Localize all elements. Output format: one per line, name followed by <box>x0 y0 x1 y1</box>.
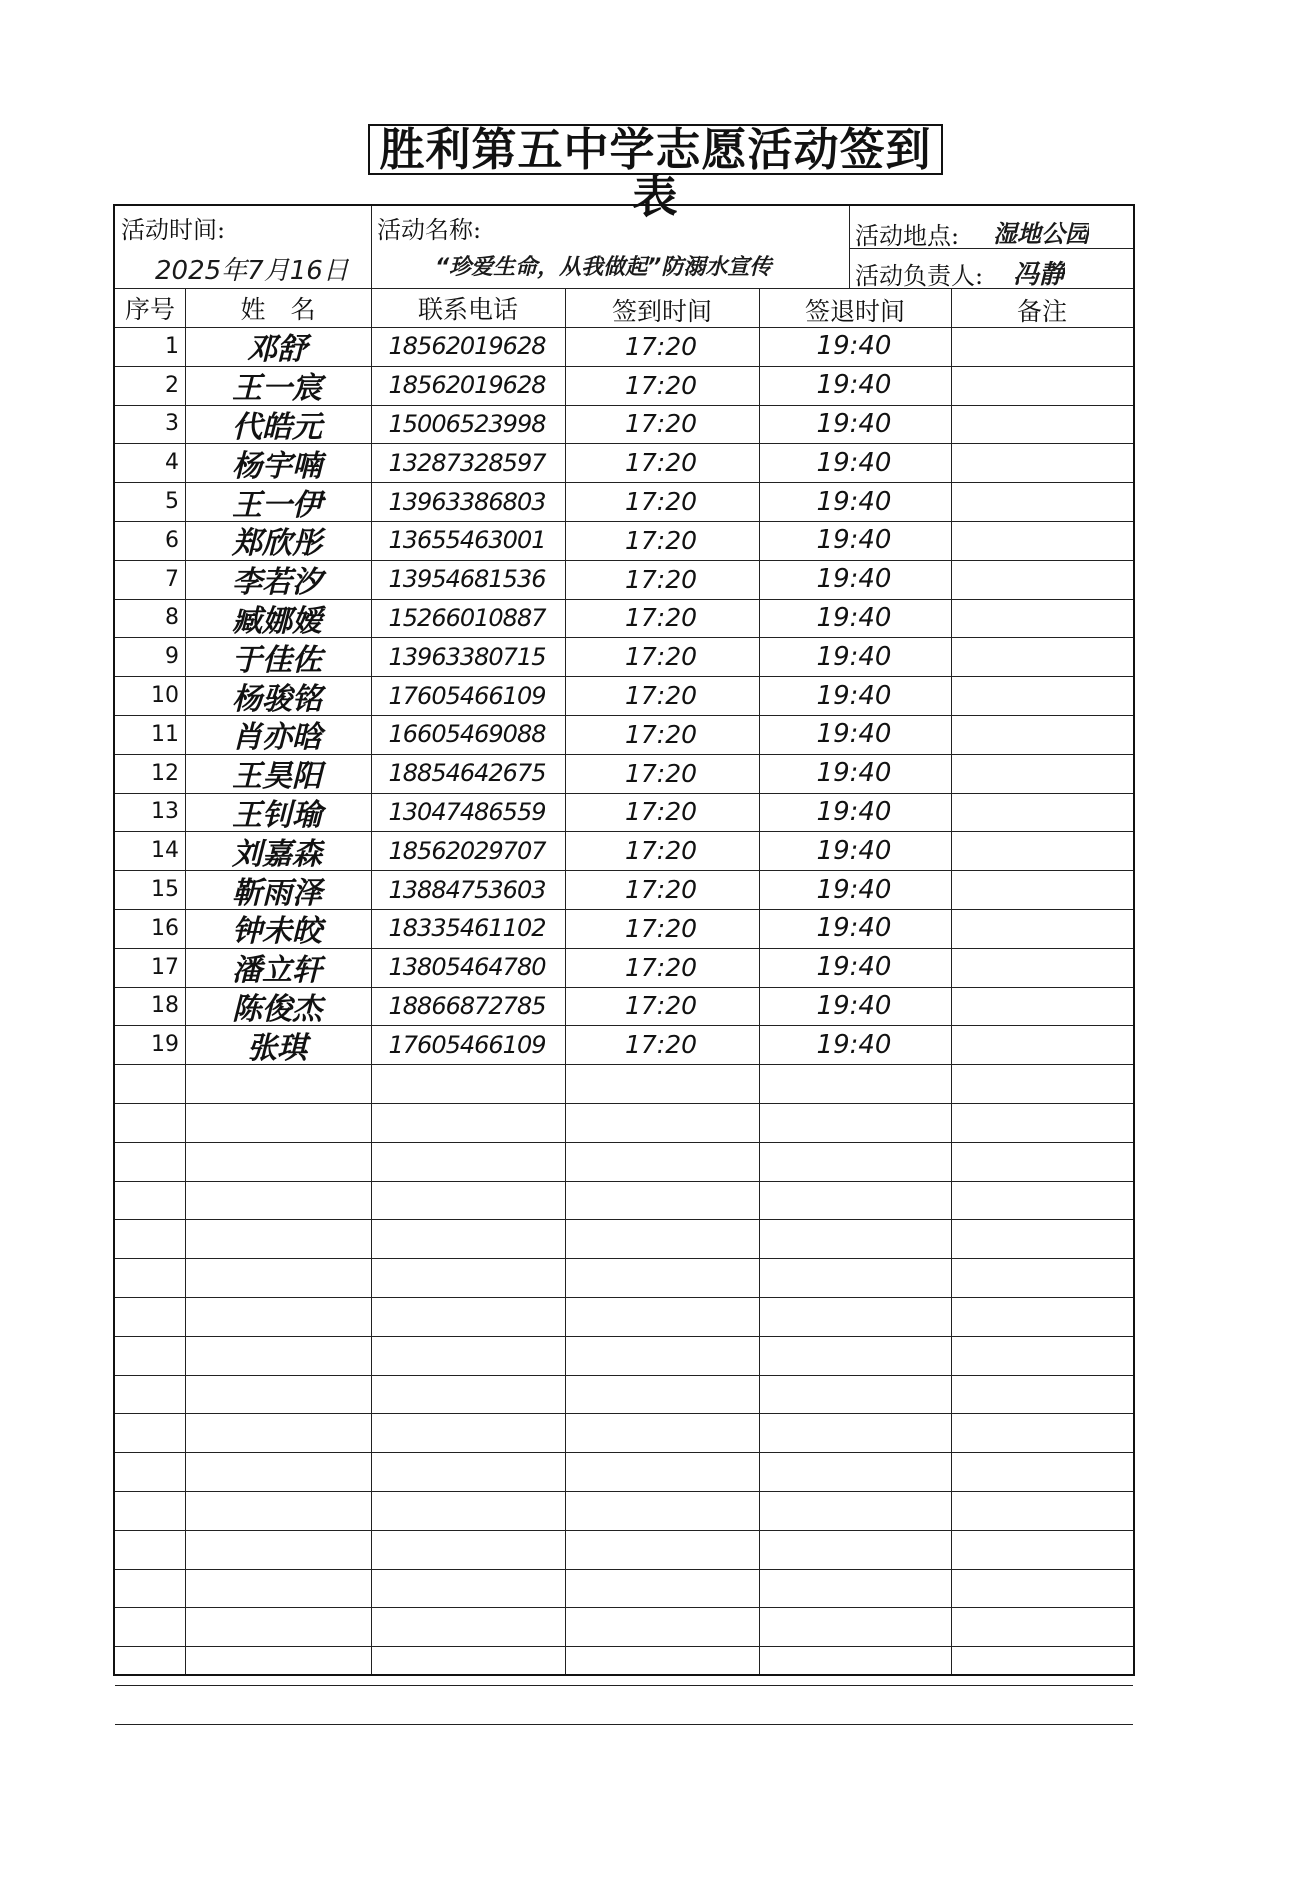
row-number: 11 <box>151 721 179 747</box>
row-number: 7 <box>165 566 179 592</box>
table-row <box>115 1491 1133 1530</box>
row-phone: 13047486559 <box>388 797 546 826</box>
row-phone: 18854642675 <box>388 759 546 788</box>
row-checkout-time: 19:40 <box>816 913 892 944</box>
divider <box>115 831 1133 832</box>
table-row <box>115 676 1133 715</box>
row-number: 19 <box>151 1032 179 1058</box>
row-note <box>951 715 1133 754</box>
row-phone: 13805464780 <box>388 953 546 982</box>
row-name: 王钊瑜 <box>232 798 322 832</box>
row-number: 18 <box>151 993 179 1019</box>
row-checkin-time: 17:20 <box>624 603 698 633</box>
table-row <box>115 870 1133 909</box>
row-checkin-time: 17:20 <box>624 448 698 478</box>
divider <box>849 248 1133 249</box>
table-row <box>115 831 1133 870</box>
table-row <box>115 366 1133 405</box>
row-name: 郑欣彤 <box>232 526 322 560</box>
table-row <box>115 560 1133 599</box>
row-note <box>951 987 1133 1026</box>
activity-leader-label: 活动负责人: <box>855 262 984 290</box>
row-note <box>951 909 1133 948</box>
row-note <box>951 831 1133 870</box>
row-name: 靳雨泽 <box>232 875 322 909</box>
table-row <box>115 1607 1133 1646</box>
table-row <box>115 327 1133 366</box>
row-note <box>951 327 1133 366</box>
row-number: 17 <box>151 954 179 980</box>
row-checkout-time: 19:40 <box>816 408 892 439</box>
divider <box>115 1297 1133 1298</box>
divider <box>115 637 1133 638</box>
divider <box>115 1530 1133 1531</box>
row-checkout-time: 19:40 <box>816 835 892 866</box>
row-note <box>951 1103 1133 1142</box>
divider <box>115 288 1133 289</box>
row-note <box>951 482 1133 521</box>
row-checkin-time: 17:20 <box>624 836 698 866</box>
row-checkout-time: 19:40 <box>816 370 892 401</box>
row-checkin-time: 17:20 <box>624 758 698 788</box>
row-checkout-time: 19:40 <box>816 564 892 595</box>
row-checkin-time: 17:20 <box>624 409 698 439</box>
row-note <box>951 637 1133 676</box>
column-header-checkin: 签到时间 <box>611 297 712 326</box>
table-row <box>115 1181 1133 1220</box>
row-checkin-time: 17:20 <box>624 370 698 400</box>
row-phone: 13954681536 <box>388 565 546 594</box>
table-row <box>115 1142 1133 1181</box>
row-name: 臧娜嫒 <box>232 604 322 638</box>
row-checkin-time: 17:20 <box>624 331 698 361</box>
row-phone: 17605466109 <box>388 1030 546 1059</box>
divider <box>115 793 1133 794</box>
row-name: 王一伊 <box>232 487 322 521</box>
row-name: 王昊阳 <box>232 759 322 793</box>
table-row <box>115 793 1133 832</box>
row-number: 14 <box>151 838 179 864</box>
row-note <box>951 1530 1133 1569</box>
row-note <box>951 521 1133 560</box>
sign-in-table <box>113 204 1135 1676</box>
row-number: 8 <box>165 605 179 631</box>
row-name: 陈俊杰 <box>232 992 322 1026</box>
table-row <box>115 443 1133 482</box>
divider <box>115 521 1133 522</box>
divider <box>115 366 1133 367</box>
row-name: 钟未皎 <box>232 914 322 948</box>
divider <box>115 482 1133 483</box>
row-note <box>951 1142 1133 1181</box>
row-checkin-time: 17:20 <box>624 525 698 555</box>
row-phone: 15266010887 <box>388 603 546 632</box>
activity-name-label: 活动名称: <box>377 216 482 244</box>
row-note <box>951 560 1133 599</box>
table-row <box>115 1413 1133 1452</box>
activity-place-label: 活动地点: <box>855 222 960 250</box>
row-note <box>951 405 1133 444</box>
row-checkout-time: 19:40 <box>816 952 892 983</box>
row-note <box>951 1452 1133 1491</box>
row-name: 肖亦晗 <box>232 720 322 754</box>
row-number: 12 <box>151 760 179 786</box>
row-checkin-time: 17:20 <box>624 564 698 594</box>
divider <box>951 288 952 1674</box>
activity-leader-value: 冯静 <box>1013 260 1066 290</box>
divider <box>185 288 186 1674</box>
row-checkout-time: 19:40 <box>816 447 892 478</box>
row-number: 16 <box>151 915 179 941</box>
table-row <box>115 482 1133 521</box>
table-row <box>115 909 1133 948</box>
divider <box>115 1336 1133 1337</box>
row-note <box>951 754 1133 793</box>
divider <box>115 1724 1133 1725</box>
table-row <box>115 948 1133 987</box>
row-note <box>951 1375 1133 1414</box>
row-number: 9 <box>165 644 179 670</box>
row-phone: 13963386803 <box>388 487 546 516</box>
row-checkin-time: 17:20 <box>624 487 698 517</box>
row-checkout-time: 19:40 <box>816 525 892 556</box>
row-phone: 17605466109 <box>388 681 546 710</box>
row-note <box>951 1646 1133 1685</box>
row-checkout-time: 19:40 <box>816 1029 892 1060</box>
row-checkin-time: 17:20 <box>624 1030 698 1060</box>
table-row <box>115 405 1133 444</box>
row-note <box>951 676 1133 715</box>
table-row <box>115 1064 1133 1103</box>
row-name: 于佳佐 <box>232 642 322 677</box>
row-checkin-time: 17:20 <box>624 991 698 1021</box>
divider <box>115 443 1133 444</box>
row-note <box>951 1181 1133 1220</box>
divider <box>115 1258 1133 1259</box>
divider <box>115 1491 1133 1492</box>
row-note <box>951 793 1133 832</box>
row-name: 邓舒 <box>247 332 307 366</box>
row-note <box>951 870 1133 909</box>
divider <box>115 1103 1133 1104</box>
divider <box>115 599 1133 600</box>
row-phone: 13963380715 <box>388 642 546 671</box>
row-checkout-time: 19:40 <box>816 486 892 517</box>
table-row <box>115 1646 1133 1685</box>
row-checkout-time: 19:40 <box>816 641 892 672</box>
table-row <box>115 754 1133 793</box>
table-row <box>115 1219 1133 1258</box>
table-row <box>115 715 1133 754</box>
row-checkout-time: 19:40 <box>816 719 892 750</box>
row-checkin-time: 17:20 <box>624 952 698 982</box>
column-header-no: 序号 <box>124 295 175 324</box>
row-checkin-time: 17:20 <box>624 875 698 905</box>
divider <box>115 948 1133 949</box>
row-phone: 16605469088 <box>388 720 546 749</box>
row-number: 6 <box>165 527 179 553</box>
table-row <box>115 521 1133 560</box>
divider <box>115 1452 1133 1453</box>
row-number: 10 <box>151 683 179 709</box>
row-phone: 18562019628 <box>388 371 546 400</box>
row-note <box>951 1569 1133 1608</box>
row-note <box>951 1258 1133 1297</box>
divider <box>115 1413 1133 1414</box>
row-name: 代皓元 <box>232 410 322 444</box>
row-checkin-time: 17:20 <box>624 913 698 943</box>
divider <box>115 1375 1133 1376</box>
row-name: 李若汐 <box>232 565 322 599</box>
divider <box>115 1181 1133 1182</box>
row-phone: 13655463001 <box>388 526 546 555</box>
row-phone: 18562029707 <box>388 836 546 865</box>
divider <box>849 206 850 288</box>
row-name: 王一宸 <box>232 371 322 405</box>
row-number: 5 <box>165 489 179 515</box>
divider <box>115 715 1133 716</box>
row-checkout-time: 19:40 <box>816 758 892 789</box>
row-note <box>951 1413 1133 1452</box>
activity-name-value: “珍爱生命，从我做起”防溺水宣传 <box>435 255 772 280</box>
row-phone: 15006523998 <box>388 409 546 438</box>
row-number: 4 <box>165 450 179 476</box>
column-header-phone: 联系电话 <box>417 295 518 324</box>
row-name: 杨宇喃 <box>232 448 322 483</box>
divider <box>115 560 1133 561</box>
activity-time-label: 活动时间: <box>121 216 226 244</box>
row-number: 1 <box>165 333 179 359</box>
row-number: 3 <box>165 411 179 437</box>
divider <box>115 1646 1133 1647</box>
divider <box>115 870 1133 871</box>
row-checkin-time: 17:20 <box>624 719 698 749</box>
row-phone: 18335461102 <box>388 914 546 943</box>
row-note <box>951 1297 1133 1336</box>
divider <box>371 206 372 288</box>
table-row <box>115 599 1133 638</box>
row-phone: 18562019628 <box>388 332 546 361</box>
row-name: 张琪 <box>247 1030 307 1065</box>
divider <box>115 676 1133 677</box>
column-header-note: 备注 <box>1016 297 1067 326</box>
table-row <box>115 1336 1133 1375</box>
column-header-name: 姓 名 <box>240 295 316 324</box>
row-note <box>951 1607 1133 1646</box>
table-row <box>115 1375 1133 1414</box>
row-checkout-time: 19:40 <box>816 990 892 1021</box>
divider <box>115 1219 1133 1220</box>
row-checkout-time: 19:40 <box>816 602 892 633</box>
divider <box>115 1685 1133 1686</box>
row-checkout-time: 19:40 <box>816 331 892 362</box>
row-note <box>951 599 1133 638</box>
divider <box>115 1025 1133 1026</box>
table-row <box>115 1452 1133 1491</box>
table-row <box>115 1103 1133 1142</box>
table-row <box>115 1258 1133 1297</box>
row-note <box>951 1064 1133 1103</box>
row-checkout-time: 19:40 <box>816 680 892 711</box>
row-number: 15 <box>151 877 179 903</box>
row-note <box>951 1336 1133 1375</box>
divider <box>115 754 1133 755</box>
row-checkout-time: 19:40 <box>816 874 892 905</box>
divider <box>565 288 566 1674</box>
divider <box>115 1142 1133 1143</box>
divider <box>115 909 1133 910</box>
divider <box>371 288 372 1674</box>
table-row <box>115 1685 1133 1724</box>
row-number: 2 <box>165 372 179 398</box>
table-row <box>115 1569 1133 1608</box>
row-note <box>951 366 1133 405</box>
row-note <box>951 443 1133 482</box>
row-name: 刘嘉森 <box>232 836 322 871</box>
row-note <box>951 1025 1133 1064</box>
divider <box>115 987 1133 988</box>
row-note <box>951 1491 1133 1530</box>
page-title: 胜利第五中学志愿活动签到表 <box>368 124 943 175</box>
divider <box>115 1607 1133 1608</box>
table-row <box>115 1297 1133 1336</box>
table-row <box>115 1530 1133 1569</box>
row-checkin-time: 17:20 <box>624 642 698 672</box>
divider <box>115 405 1133 406</box>
row-phone: 18866872785 <box>388 991 546 1020</box>
activity-place-value: 湿地公园 <box>993 220 1089 248</box>
row-name: 潘立轩 <box>232 953 322 987</box>
row-phone: 13884753603 <box>388 875 546 904</box>
row-note <box>951 948 1133 987</box>
row-checkout-time: 19:40 <box>816 796 892 827</box>
column-header-checkout: 签退时间 <box>804 297 905 326</box>
row-name: 杨骏铭 <box>232 681 322 715</box>
row-number: 13 <box>151 799 179 825</box>
table-row <box>115 987 1133 1026</box>
row-note <box>951 1219 1133 1258</box>
row-note <box>951 1685 1133 1724</box>
divider <box>759 288 760 1674</box>
table-row <box>115 637 1133 676</box>
divider <box>115 1569 1133 1570</box>
row-checkin-time: 17:20 <box>624 797 698 827</box>
activity-time-value: 2025年7月16日 <box>155 256 349 286</box>
divider <box>115 1064 1133 1065</box>
row-phone: 13287328597 <box>388 448 546 477</box>
row-checkin-time: 17:20 <box>624 681 698 711</box>
table-row <box>115 1025 1133 1064</box>
